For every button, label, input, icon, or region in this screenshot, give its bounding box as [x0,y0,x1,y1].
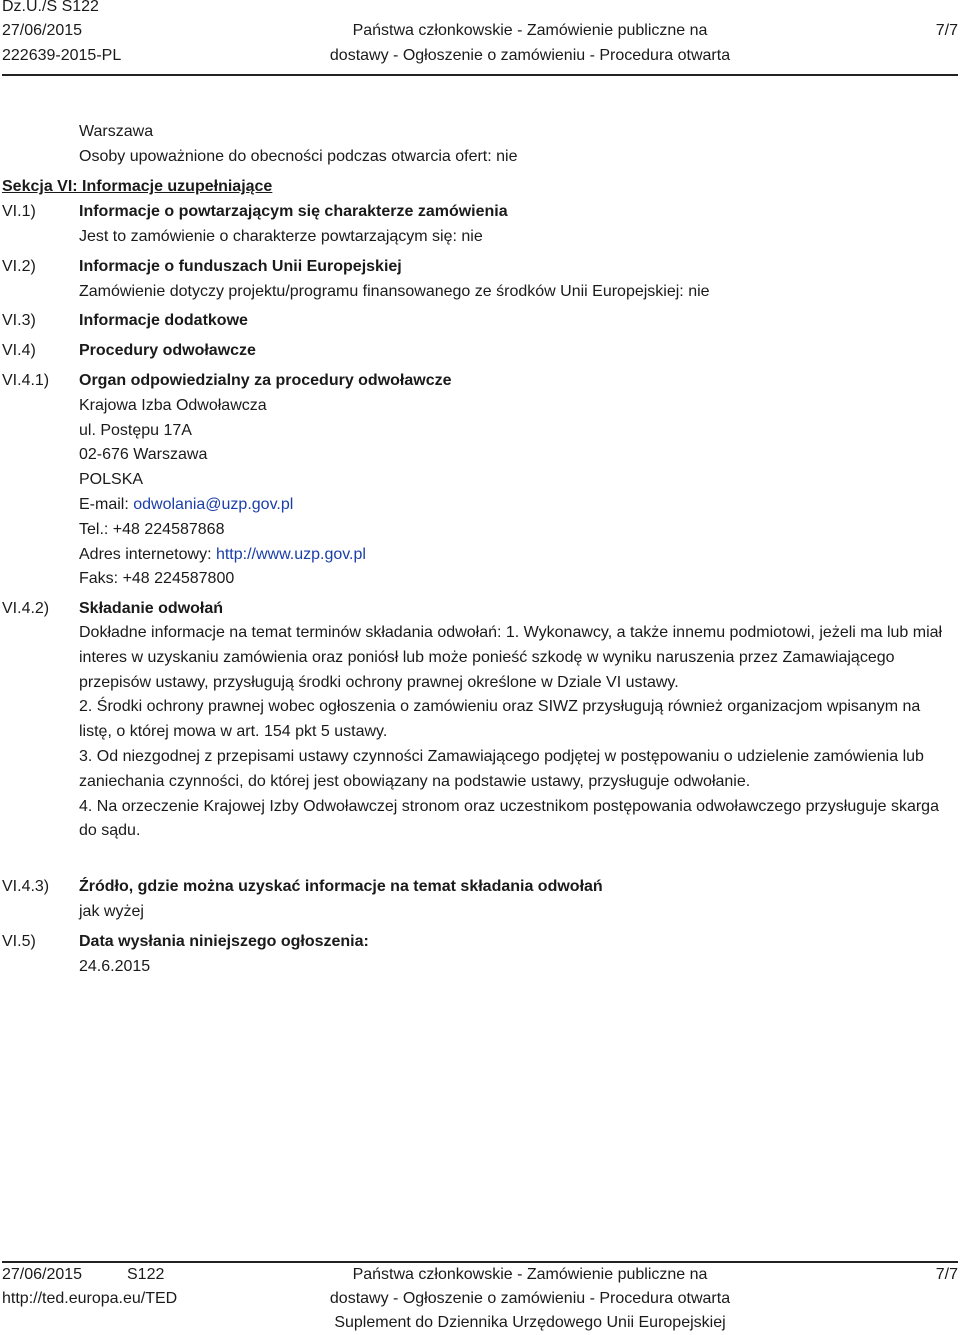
email-label: E-mail: [79,496,134,513]
item-heading: Informacje dodatkowe [79,312,248,329]
appeal-info [79,621,949,844]
footer-title-line1: Państwa członkowskie - Zamówienie publiczne na [352,1266,708,1283]
item-heading: Procedury odwoławcze [79,342,256,359]
item-heading: Informacje o funduszach Unii Europejskiej [79,258,402,275]
appeal-paragraph-3: 3. Od niezgodnej z przepisami ustawy czynności Zamawiającego podjętej w postępowaniu o udzielenie zamówienia lub zaniechania czynności, do której jest obowiązany na podstawie ustawy, przysługuje odwołanie. [79,747,924,790]
footer-title-line2: dostawy - Ogłoszenie o zamówieniu - Procedura otwarta [329,1290,731,1307]
item-heading: Data wysłania niniejszego ogłoszenia: [79,933,369,950]
header-date: 27/06/2015 [2,22,83,39]
fax-row [79,568,234,590]
footer-title-line3: Suplement do Dziennika Urzędowego Unii Europejskiej [334,1314,726,1331]
fax-label: Faks: [79,570,123,587]
item-number: VI.4.2) [2,600,50,617]
section-title: Sekcja VI: Informacje uzupełniające [2,178,273,195]
persons-text: Osoby upoważnione do obecności podczas otwarcia ofert: nie [79,148,518,165]
item-number: VI.4) [2,342,36,359]
item-number: VI.1) [2,203,36,220]
tel-value: +48 224587868 [112,521,225,538]
organ-country: POLSKA [79,471,144,488]
dispatch-date: 24.6.2015 [79,958,151,975]
organ-name: Krajowa Izba Odwoławcza [79,397,267,414]
organ-street: ul. Postępu 17A [79,422,192,439]
tel-row [79,519,224,541]
item-number: VI.2) [2,258,36,275]
footer-issue: S122 [127,1266,165,1283]
header-divider [2,74,958,76]
item-number: VI.3) [2,312,36,329]
www-row [79,544,366,566]
notice-ref: 222639-2015-PL [2,47,122,64]
footer-date: 27/06/2015 [2,1266,83,1283]
item-heading: Organ odpowiedzialny za procedury odwoławcze [79,372,452,389]
tel-label: Tel.: [79,521,113,538]
header-title-line1: Państwa członkowskie - Zamówienie publiczne na [352,22,708,39]
city-text: Warszawa [79,123,154,140]
item-heading: Informacje o powtarzającym się charakterze zamówienia [79,203,508,220]
item-text: Jest to zamówienie o charakterze powtarzającym się: nie [79,228,483,245]
header-page-number: 7/7 [935,22,958,39]
fax-value: +48 224587800 [122,570,235,587]
www-link[interactable]: http://www.uzp.gov.pl [215,546,366,563]
www-label: Adres internetowy: [79,546,216,563]
footer-url: http://ted.europa.eu/TED [2,1290,178,1307]
item-heading: Składanie odwołań [79,600,224,617]
appeal-paragraph-4: 4. Na orzeczenie Krajowej Izby Odwoławczej stronom oraz uczestnikom postępowania odwoławczego przysługuje skarga do sądu. [79,797,939,840]
journal-ref: Dz.U./S S122 [2,0,99,15]
appeal-paragraph-1: Dokładne informacje na temat terminów składania odwołań: 1. Wykonawcy, a także innemu podmiotowi, jeżeli ma lub miał interes w uzyskaniu zamówienia oraz poniósł lub może ponieść szkodę w wyniku naruszenia przez Zamawiającego przepisów ustawy, przysługują środki ochrony prawnej określone w Dziale VI ustawy. [79,624,943,691]
email-row [79,494,293,516]
item-heading: Źródło, gdzie można uzyskać informacje na temat składania odwołań [79,878,603,895]
item-text: jak wyżej [79,903,144,920]
footer-page-number: 7/7 [935,1266,958,1283]
item-number: VI.4.1) [2,372,50,389]
item-number: VI.5) [2,933,36,950]
appeal-paragraph-2: 2. Środki ochrony prawnej wobec ogłoszenia o zamówieniu oraz SIWZ przysługują również organizacjom wpisanym na listę, o której mowa w art. 154 pkt 5 ustawy. [79,698,921,741]
organ-postal: 02-676 Warszawa [79,446,208,463]
email-link[interactable]: odwolania@uzp.gov.pl [133,496,294,513]
item-number: VI.4.3) [2,878,50,895]
header-title-line2: dostawy - Ogłoszenie o zamówieniu - Procedura otwarta [329,47,731,64]
item-text: Zamówienie dotyczy projektu/programu finansowanego ze środków Unii Europejskiej: nie [79,283,710,300]
